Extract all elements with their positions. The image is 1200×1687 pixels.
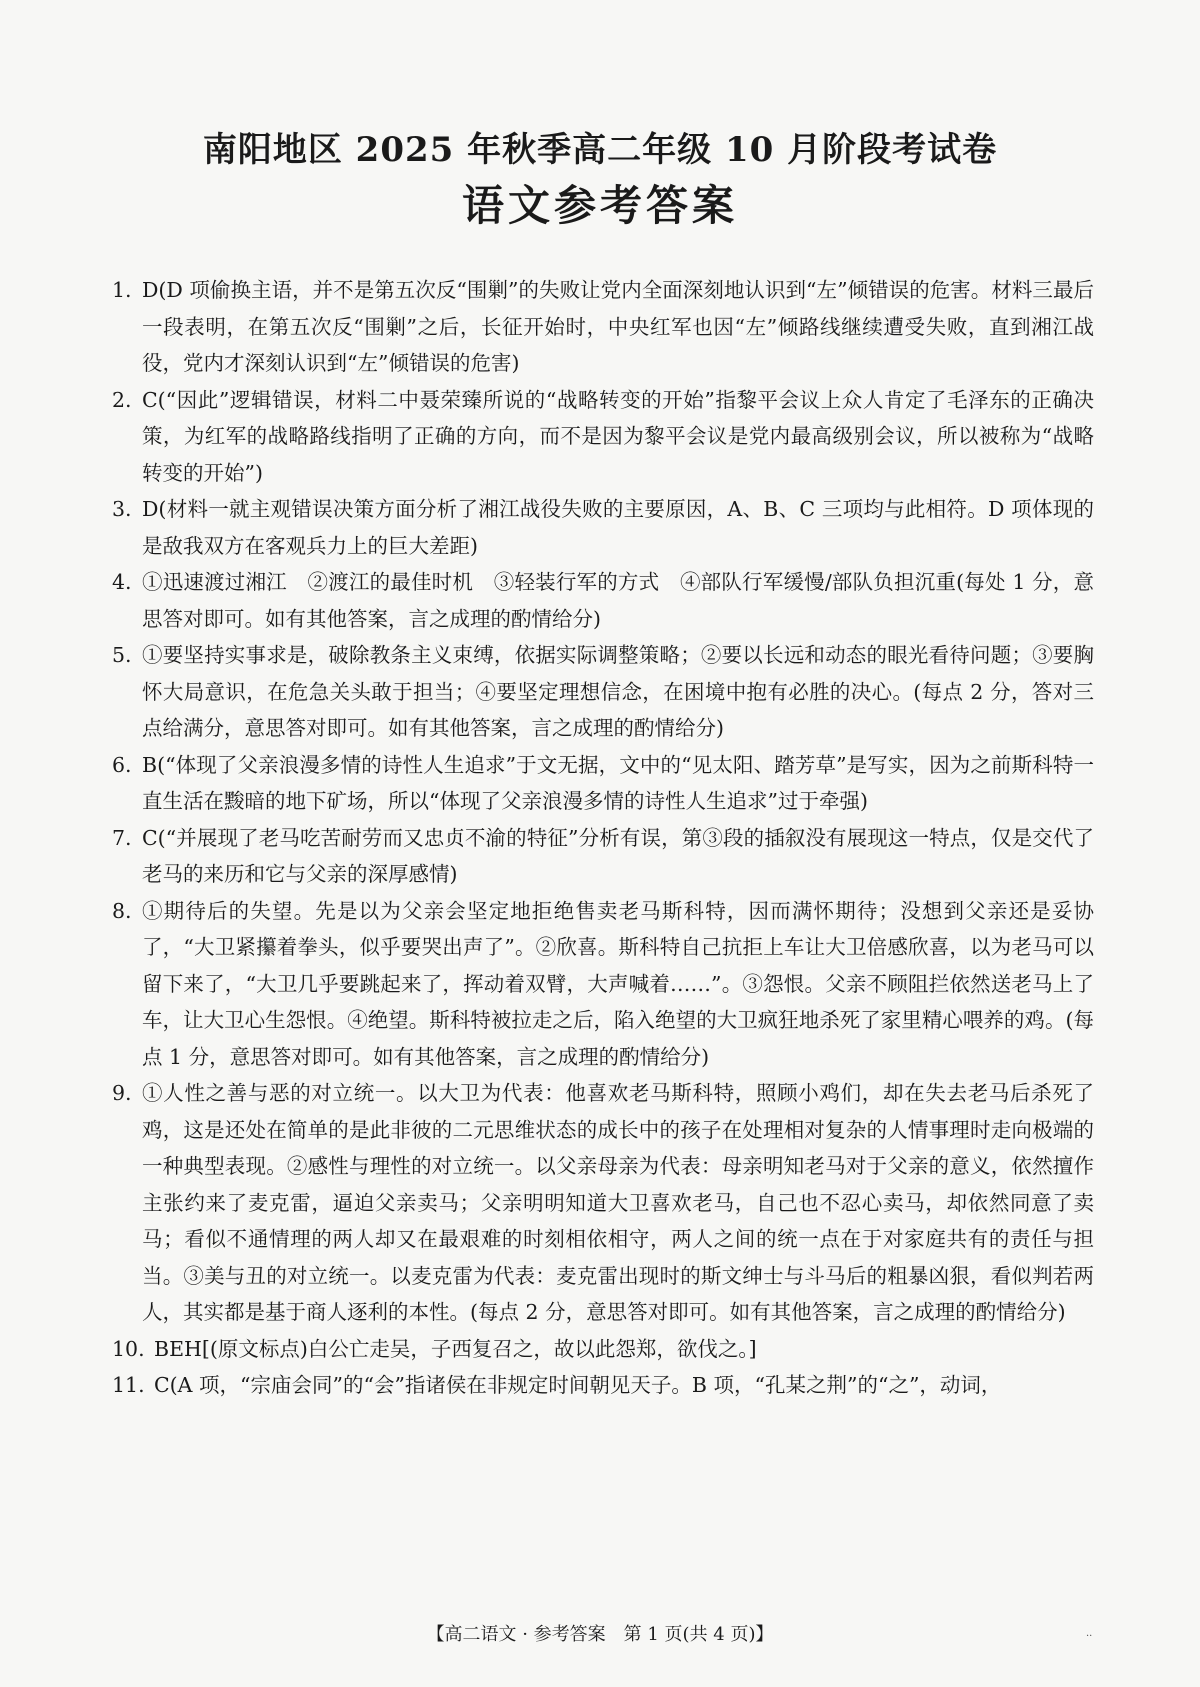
answer-text: D(D 项偷换主语，并不是第五次反“围剿”的失败让党内全面深刻地认识到“左”倾错误的危害。材料三最后一段表明，在第五次反“围剿”之后，长征开始时，中央红军也因“左”倾路线继续遭受失败，直到湘江战役，党内才深刻认识到“左”倾错误的危害)	[142, 278, 1094, 375]
answer-number: 3.	[112, 497, 132, 521]
answer-text: ①人性之善与恶的对立统一。以大卫为代表：他喜欢老马斯科特，照顾小鸡们，却在失去老马后杀死了鸡，这是还处在简单的是此非彼的二元思维状态的成长中的孩子在处理相对复杂的人情事理时走向极端的一种典型表现。②感性与理性的对立统一。以父亲母亲为代表：母亲明知老马对于父亲的意义，依然擅作主张约来了麦克雷，逼迫父亲卖马；父亲明明知道大卫喜欢老马，自己也不忍心卖马，却依然同意了卖马；看似不通情理的两人却又在最艰难的时刻相依相守，两人之间的统一点在于对家庭共有的责任与担当。③美与丑的对立统一。以麦克雷为代表：麦克雷出现时的斯文绅士与斗马后的粗暴凶狠，看似判若两人，其实都是基于商人逐利的本性。(每点 2 分，意思答对即可。如有其他答案，言之成理的酌情给分)	[142, 1081, 1094, 1324]
corner-mark: ··	[1086, 1631, 1093, 1642]
answer-item-7	[112, 820, 1094, 893]
answer-item-10	[112, 1331, 1094, 1368]
answer-item-8	[112, 893, 1094, 1076]
answer-number: 9.	[112, 1081, 132, 1105]
answer-item-6	[112, 747, 1094, 820]
answer-text: BEH[(原文标点)白公亡走吴，子西复召之，故以此怨郑，欲伐之。]	[154, 1336, 757, 1361]
answer-item-4	[112, 564, 1094, 637]
answer-key-title: 语文参考答案	[461, 181, 738, 230]
answer-text: ①要坚持实事求是，破除教条主义束缚，依据实际调整策略；②要以长远和动态的眼光看待问题；③要胸怀大局意识，在危急关头敢于担当；④要坚定理想信念，在困境中抱有必胜的决心。(每点 2 分，答对三点给满分，意思答对即可。如有其他答案，言之成理的酌情给分)	[142, 643, 1094, 740]
answer-number: 8.	[112, 898, 132, 923]
answer-item-2	[112, 382, 1094, 492]
page-footer: 【高二语文 · 参考答案 第 1 页(共 4 页)】	[426, 1624, 774, 1645]
exam-title: 南阳地区 2025 年秋季高二年级 10 月阶段考试卷	[202, 130, 998, 170]
answer-item-5	[112, 637, 1094, 747]
answer-list	[112, 272, 1094, 1404]
answer-item-1	[112, 272, 1094, 382]
answer-text: ①期待后的失望。先是以为父亲会坚定地拒绝售卖老马斯科特，因而满怀期待；没想到父亲还是妥协了，“大卫紧攥着拳头，似乎要哭出声了”。②欣喜。斯科特自己抗拒上车让大卫倍感欣喜，以为老马可以留下来了，“大卫几乎要跳起来了，挥动着双臂，大声喊着……”。③怨恨。父亲不顾阻拦依然送老马上了车，让大卫心生怨恨。④绝望。斯科特被拉走之后，陷入绝望的大卫疯狂地杀死了家里精心喂养的鸡。(每点 1 分，意思答对即可。如有其他答案，言之成理的酌情给分)	[142, 898, 1094, 1069]
answer-number: 4.	[112, 570, 132, 594]
answer-text: C(“因此”逻辑错误，材料二中聂荣臻所说的“战略转变的开始”指黎平会议上众人肯定了毛泽东的正确决策，为红军的战略路线指明了正确的方向，而不是因为黎平会议是党内最高级别会议，所以被称为“战略转变的开始”)	[142, 387, 1094, 485]
answer-number: 5.	[112, 643, 132, 667]
answer-text: C(“并展现了老马吃苦耐劳而又忠贞不渝的特征”分析有误，第③段的插叙没有展现这一特点，仅是交代了老马的来历和它与父亲的深厚感情)	[142, 825, 1094, 886]
answer-item-3	[112, 491, 1094, 564]
answer-item-9	[112, 1075, 1094, 1331]
answer-number: 7.	[112, 825, 132, 850]
answer-text: B(“体现了父亲浪漫多情的诗性人生追求”于文无据，文中的“见太阳、踏芳草”是写实，因为之前斯科特一直生活在黢暗的地下矿场，所以“体现了父亲浪漫多情的诗性人生追求”过于牵强)	[142, 752, 1094, 813]
answer-text: ①迅速渡过湘江 ②渡江的最佳时机 ③轻装行军的方式 ④部队行军缓慢/部队负担沉重(每处 1 分，意思答对即可。如有其他答案，言之成理的酌情给分)	[142, 570, 1094, 631]
answer-text: D(材料一就主观错误决策方面分析了湘江战役失败的主要原因，A、B、C 三项均与此相符。D 项体现的是敌我双方在客观兵力上的巨大差距)	[142, 497, 1094, 558]
answer-number: 10.	[112, 1336, 145, 1361]
answer-number: 11.	[112, 1373, 145, 1397]
answer-number: 2.	[112, 387, 132, 412]
answer-item-11	[112, 1367, 1094, 1404]
answer-number: 6.	[112, 752, 132, 777]
answer-number: 1.	[112, 278, 132, 302]
answer-text: C(A 项，“宗庙会同”的“会”指诸侯在非规定时间朝见天子。B 项，“孔某之荆”的“之”，动词，	[154, 1373, 1002, 1397]
